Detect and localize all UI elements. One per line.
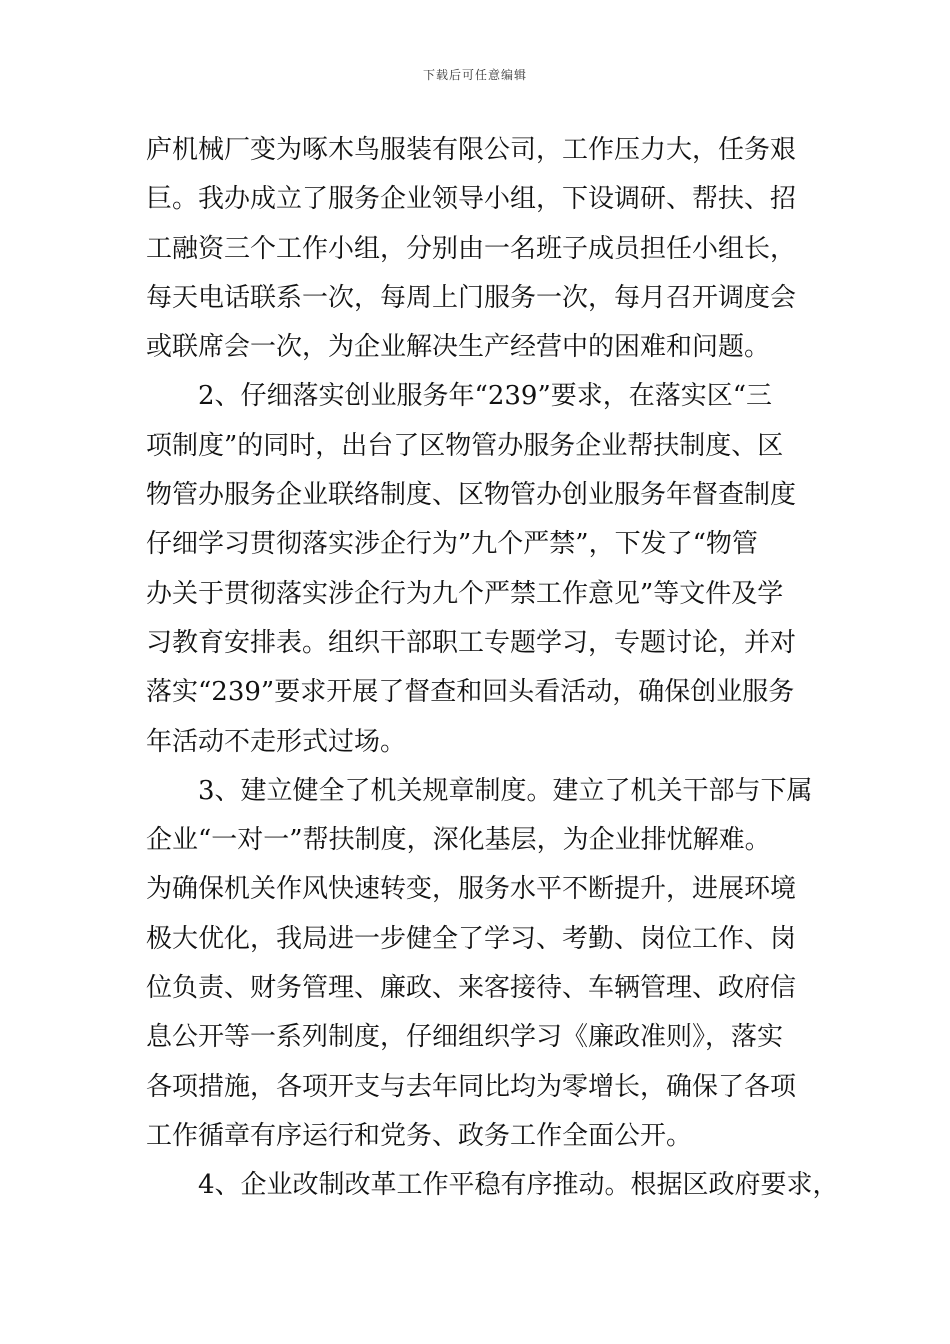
document-body [146,126,839,1211]
text-line: 位负责、财务管理、廉政、来客接待、车辆管理、政府信 [146,973,797,1004]
text-line: 各项措施，各项开支与去年同比均为零增长，确保了各项 [146,1071,797,1102]
text-line: 工融资三个工作小组，分别由一名班子成员担任小组长， [146,233,797,264]
text-line: 年活动不走形式过场。 [146,726,407,757]
page-header: 下载后可任意编辑 [422,68,527,82]
text-line: 巨。我办成立了服务企业领导小组，下设调研、帮扶、招 [146,184,797,215]
text-line: 息公开等一系列制度，仔细组织学习《廉政准则》，落实 [146,1022,784,1053]
text-line: 物管办服务企业联络制度、区物管办创业服务年督查制度 [146,480,797,511]
text-line: 工作循章有序运行和党务、政务工作全面公开。 [146,1120,693,1151]
text-line: 为确保机关作风快速转变，服务水平不断提升，进展环境 [146,874,797,905]
text-line: 落实“239”要求开展了督查和回头看活动，确保创业服务 [146,677,795,708]
text-line: 项制度”的同时，出台了区物管办服务企业帮扶制度、区 [146,430,784,461]
paragraph-start-line: 3、建立健全了机关规章制度。建立了机关干部与下属 [198,775,813,806]
text-line: 企业“一对一”帮扶制度，深化基层，为企业排忧解难。 [146,825,771,856]
text-line: 每天电话联系一次，每周上门服务一次，每月召开调度会 [146,282,797,313]
paragraph-start-line: 2、仔细落实创业服务年“239”要求，在落实区“三 [198,381,773,412]
text-line: 办关于贯彻落实涉企行为九个严禁工作意见”等文件及学 [146,578,784,609]
text-line: 习教育安排表。组织干部职工专题学习，专题讨论，并对 [146,627,797,658]
text-line: 或联席会一次，为企业解决生产经营中的困难和问题。 [146,332,771,363]
paragraph-start-line: 4、企业改制改革工作平稳有序推动。根据区政府要求， [198,1170,839,1201]
text-line: 庐机械厂变为啄木鸟服装有限公司，工作压力大，任务艰 [146,135,797,165]
text-line: 极大优化，我局进一步健全了学习、考勤、岗位工作、岗 [146,923,797,954]
text-line: 仔细学习贯彻落实涉企行为”九个严禁”，下发了“物管 [146,529,758,560]
